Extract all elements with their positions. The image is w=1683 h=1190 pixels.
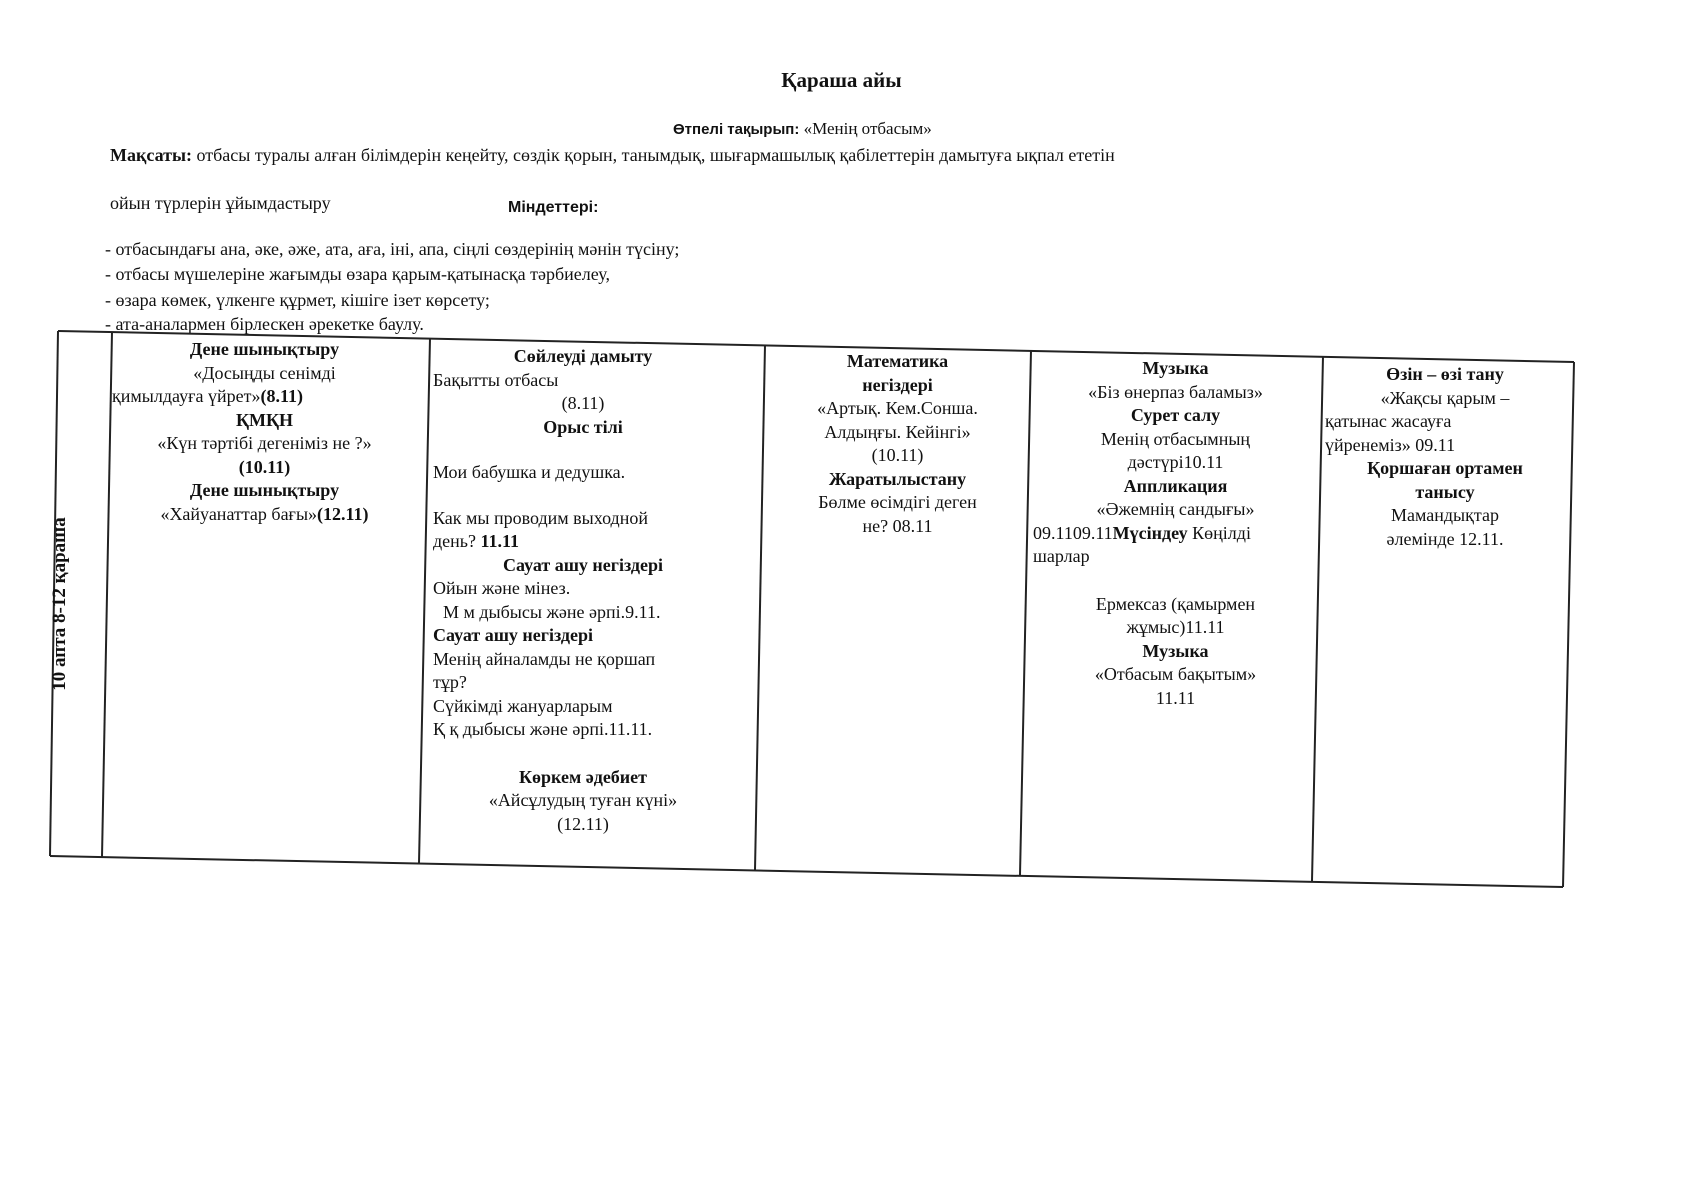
theme-value: «Менің отбасым» (803, 119, 932, 138)
lesson-text: шарлар (1033, 546, 1090, 566)
lesson-text: Ермексаз (қамырмен (1095, 593, 1256, 614)
table-bottom-border (50, 856, 1563, 887)
lesson-text: «Әжемнің сандығы» (1096, 499, 1255, 519)
page-title: Қараша айы (781, 68, 902, 92)
goal-text-2: ойын түрлерін ұйымдастыру (110, 193, 331, 213)
theme-label: Өтпелі тақырып: (673, 121, 800, 138)
lesson-date: (10.11) (238, 456, 291, 477)
subject-heading: танысу (1415, 481, 1475, 502)
column-divider (102, 332, 112, 857)
lesson-text: «Отбасым бақытым» (1094, 664, 1257, 684)
lesson-date: (12.11) (557, 813, 609, 834)
lesson-text: Қ қ дыбысы және әрпі.11.11. (433, 719, 653, 739)
subject-heading: Сауат ашу негіздері (433, 625, 593, 645)
lesson-date: 11.11 (1155, 687, 1196, 708)
subject-heading: Сурет салу (1130, 405, 1221, 425)
lesson-text: Ойын және мінез. (433, 578, 571, 598)
subject-heading: Сөйлеуді дамыту (513, 346, 653, 366)
week-label: 10 апта 8-12 қараша (49, 517, 70, 691)
lesson-text: «Біз өнерпаз баламыз» (1088, 381, 1263, 402)
lesson-text: Мамандықтар (1391, 505, 1499, 525)
lesson-text: «Жақсы қарым – (1380, 387, 1510, 408)
lesson-text: «Артық. Кем.Сонша. (817, 398, 978, 418)
subject-heading: Көркем әдебиет (518, 766, 648, 787)
subject-heading: Қоршаған ортамен (1367, 458, 1523, 478)
lesson-text: Как мы проводим выходной (433, 507, 648, 528)
lesson-text: жұмыс)11.11 (1126, 617, 1225, 637)
lesson-text: Менің отбасымның (1100, 428, 1251, 449)
lesson-text: не? 08.11 (862, 515, 933, 536)
subject-heading: Дене шынықтыру (189, 339, 340, 359)
task-item: - отбасы мүшелеріне жағымды өзара қарым-қатынасқа тәрбиелеу, (105, 264, 610, 284)
goal-label: Мақсаты: (110, 145, 192, 165)
cell-self-knowledge (1325, 363, 1565, 551)
subject-heading: Орыс тілі (543, 416, 623, 437)
lesson-text: «Хайуанаттар бағы»(12.11) (160, 503, 369, 524)
cell-speech-development (433, 345, 733, 836)
lesson-text: Сүйкімді жануарларым (433, 695, 613, 716)
column-divider (419, 338, 430, 863)
lesson-text: дәстүрі10.11 (1127, 452, 1224, 472)
lesson-text: день? 11.11 (433, 531, 519, 551)
subject-heading: Музыка (1142, 640, 1209, 661)
lesson-text: Бөлме өсімдігі деген (818, 492, 977, 512)
task-item: - өзара көмек, үлкенге құрмет, кішіге ізет көрсету; (105, 290, 490, 310)
subject-heading: Сауат ашу негіздері (503, 554, 663, 575)
cell-mathematics (770, 350, 1025, 538)
lesson-text: Алдыңғы. Кейінгі» (824, 421, 971, 442)
task-item: - ата-аналармен бірлескен әрекетке баулу. (105, 314, 424, 334)
goal-text-1: отбасы туралы алған білімдерін кеңейту, сөздік қорын, танымдық, шығармашылық қабілеттерін дамытуға ықпал ететін (196, 145, 1115, 165)
lesson-text: қатынас жасауға (1325, 411, 1452, 431)
lesson-text: тұр? (433, 672, 467, 692)
lesson-text: Мои бабушка и дедушка. (433, 462, 626, 482)
subject-heading: Өзін – өзі тану (1386, 364, 1504, 384)
lesson-text: «Досыңды сенімді (193, 362, 336, 383)
subject-heading: Математика (846, 351, 949, 371)
task-item: - отбасындағы ана, әке, әже, ата, аға, іні, апа, сіңлі сөздерінің мәнін түсіну; (105, 239, 680, 259)
lesson-text: Бақытты отбасы (433, 369, 559, 390)
tasks-label: Міндеттері: (508, 199, 599, 216)
lesson-date: (8.11) (561, 393, 605, 413)
subject-heading: Дене шынықтыру (189, 480, 340, 500)
subject-heading: ҚМҚН (235, 409, 294, 430)
subject-heading: негіздері (862, 374, 933, 395)
lesson-text: әлемінде 12.11. (1386, 528, 1504, 549)
column-divider (755, 345, 765, 870)
lesson-date: (10.11) (871, 445, 924, 465)
cell-music-art (1033, 357, 1318, 710)
lesson-text: 09.1109.11Мүсіндеу Көңілді (1033, 522, 1251, 543)
cell-physical-education (112, 338, 417, 526)
lesson-text: М м дыбысы және әрпі.9.11. (443, 601, 661, 622)
lesson-text: Менің айналамды не қоршап (433, 648, 656, 669)
lesson-text: қимылдауға үйрет»(8.11) (112, 386, 303, 406)
lesson-text: үйренеміз» 09.11 (1325, 434, 1456, 455)
subject-heading: Музыка (1142, 358, 1209, 378)
lesson-text: «Айсұлудың туған күні» (488, 790, 678, 810)
lesson-text: «Күн тәртібі дегеніміз не ?» (157, 433, 372, 453)
subject-heading: Аппликация (1123, 475, 1228, 496)
subject-heading: Жаратылыстану (828, 468, 967, 489)
